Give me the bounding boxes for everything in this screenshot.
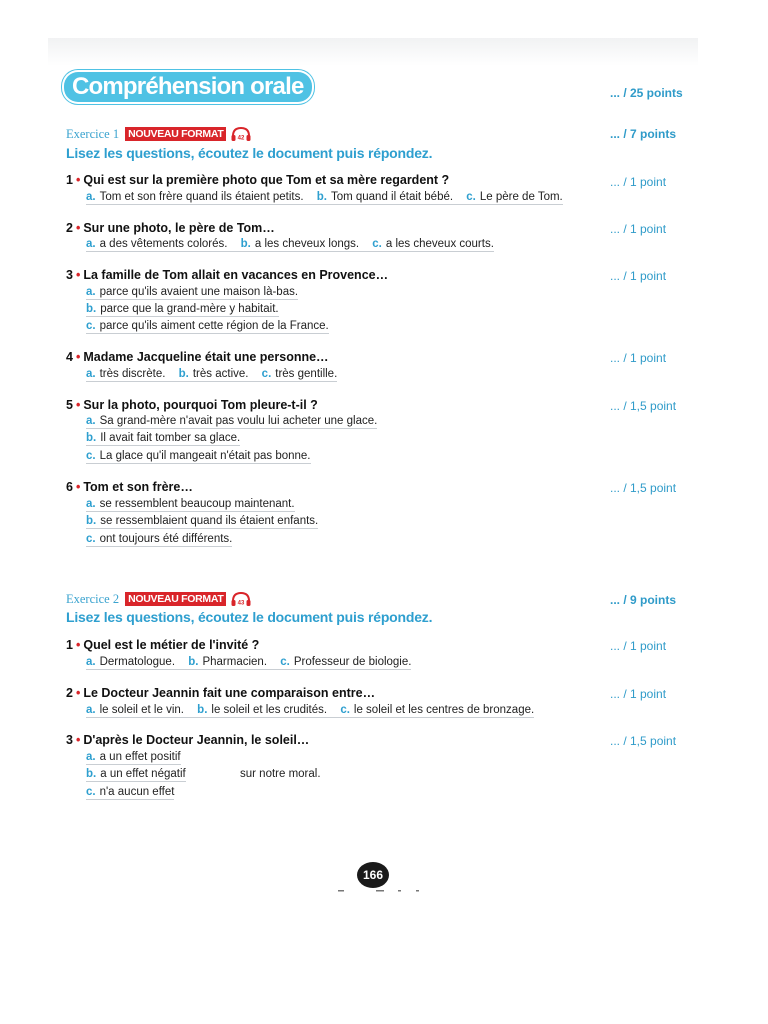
question: 6 • Tom et son frère…: [66, 480, 193, 494]
exercise-1-header: [66, 126, 252, 142]
option-b[interactable]: b. parce que la grand-mère y habitait.: [86, 303, 279, 315]
exercise-2-format-badge: NOUVEAU FORMAT: [125, 592, 226, 606]
answer-options: a. Tom et son frère quand ils étaient petits. b. Tom quand il était bébé. c. Le père de Tom.: [86, 191, 563, 203]
option-b[interactable]: Pharmacien.: [202, 656, 268, 668]
question: 2 • Sur une photo, le père de Tom…: [66, 221, 275, 235]
option-c[interactable]: le soleil et les centres de bronzage.: [353, 704, 535, 716]
option-c[interactable]: Professeur de biologie.: [293, 656, 412, 668]
question: 2 • Le Docteur Jeannin fait une comparaison entre…: [66, 686, 376, 700]
exercise-1-instruction: Lisez les questions, écoutez le document puis répondez.: [66, 145, 433, 161]
question: 1 • Qui est sur la première photo que Tom et sa mère regardent ?: [66, 173, 450, 187]
option-c[interactable]: c. ont toujours été différents.: [86, 533, 233, 545]
option-c[interactable]: Le père de Tom.: [479, 191, 563, 203]
option-c[interactable]: c. La glace qu'il mangeait n'était pas bonne.: [86, 450, 311, 462]
question-points: ... / 1 point: [610, 687, 667, 701]
option-a[interactable]: a. Sa grand-mère n'avait pas voulu lui acheter une glace.: [86, 415, 378, 427]
question: 5 • Sur la photo, pourquoi Tom pleure-t-il ?: [66, 398, 318, 412]
question-points: ... / 1 point: [610, 269, 667, 283]
question-points: ... / 1 point: [610, 351, 667, 365]
section-total-points: ... / 25 points: [610, 86, 683, 100]
option-c[interactable]: a les cheveux courts.: [385, 238, 494, 250]
option-c[interactable]: très gentille.: [275, 368, 338, 380]
question: 3 • D'après le Docteur Jeannin, le soleil…: [66, 733, 310, 747]
option-b[interactable]: a les cheveux longs.: [254, 238, 360, 250]
answer-options: a. très discrète. b. très active. c. très gentille.: [86, 368, 338, 380]
question-points: ... / 1 point: [610, 222, 667, 236]
exercise-2-instruction: Lisez les questions, écoutez le document puis répondez.: [66, 609, 433, 625]
headphones-icon: [230, 591, 252, 607]
option-a[interactable]: le soleil et le vin.: [99, 704, 184, 716]
question-points: ... / 1,5 point: [610, 734, 677, 748]
question-points: ... / 1 point: [610, 639, 667, 653]
answer-options: a. a des vêtements colorés. b. a les cheveux longs. c. a les cheveux courts.: [86, 238, 494, 250]
option-a[interactable]: Dermatologue.: [99, 656, 176, 668]
answer-options: a. le soleil et le vin. b. le soleil et les crudités. c. le soleil et les centres de bronzage.: [86, 704, 535, 716]
section-title: Compréhension orale: [64, 72, 312, 102]
option-b[interactable]: Tom quand il était bébé.: [330, 191, 454, 203]
option-a[interactable]: a. a un effet positif: [86, 751, 181, 763]
option-b[interactable]: très active.: [192, 368, 249, 380]
page-footer-marks: [336, 889, 426, 893]
option-a[interactable]: a. se ressemblent beaucoup maintenant.: [86, 498, 295, 510]
exercise-1-label: Exercice 1: [66, 126, 120, 141]
option-b[interactable]: b. se ressemblaient quand ils étaient enfants.: [86, 515, 319, 527]
headphones-icon: [230, 126, 252, 142]
question: 3 • La famille de Tom allait en vacances en Provence…: [66, 268, 389, 282]
option-c[interactable]: c. n'a aucun effet: [86, 786, 175, 798]
page-top-shade: [48, 38, 698, 66]
answer-options: a. Dermatologue. b. Pharmacien. c. Professeur de biologie.: [86, 656, 412, 668]
exercise-2-points: ... / 9 points: [610, 593, 677, 607]
page-number: 166: [357, 862, 389, 888]
option-b[interactable]: le soleil et les crudités.: [211, 704, 328, 716]
exercise-2-label: Exercice 2: [66, 591, 120, 606]
question: 1 • Quel est le métier de l'invité ?: [66, 638, 260, 652]
option-a[interactable]: a. parce qu'ils avaient une maison là-bas.: [86, 286, 299, 298]
option-a[interactable]: a des vêtements colorés.: [99, 238, 228, 250]
option-b[interactable]: b. Il avait fait tomber sa glace.: [86, 432, 241, 444]
question: 4 • Madame Jacqueline était une personne…: [66, 350, 329, 364]
option-c[interactable]: c. parce qu'ils aiment cette région de la France.: [86, 320, 329, 332]
track-number: 43: [238, 600, 245, 607]
question-points: ... / 1,5 point: [610, 399, 677, 413]
exercise-1-format-badge: NOUVEAU FORMAT: [125, 127, 226, 141]
exercise-1-points: ... / 7 points: [610, 127, 677, 141]
option-a[interactable]: Tom et son frère quand ils étaient petits.: [99, 191, 304, 203]
option-side-text: sur notre moral.: [240, 768, 321, 780]
question-points: ... / 1 point: [610, 175, 667, 189]
option-a[interactable]: très discrète.: [99, 368, 166, 380]
option-b[interactable]: b. a un effet négatif: [86, 768, 186, 780]
track-number: 42: [238, 135, 245, 142]
question-points: ... / 1,5 point: [610, 481, 677, 495]
exercise-2-header: [66, 591, 252, 607]
